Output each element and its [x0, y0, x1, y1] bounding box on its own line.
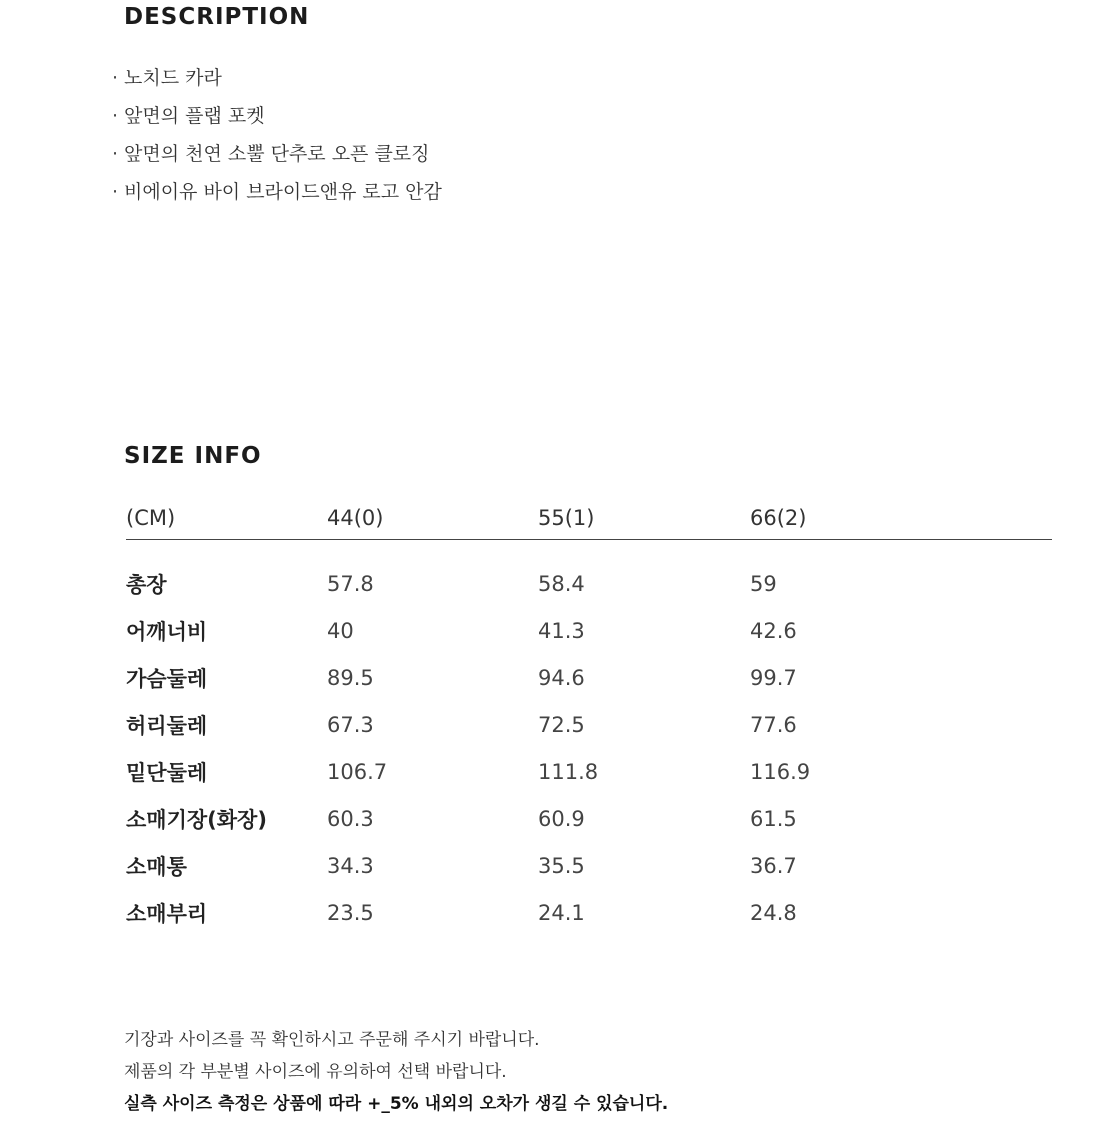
table-cell: 24.1	[538, 900, 585, 925]
table-cell: 59	[750, 571, 777, 596]
bullet-icon: ·	[111, 143, 119, 165]
table-row	[126, 654, 1052, 701]
table-cell: 89.5	[327, 665, 374, 690]
row-label: 어깨너비	[126, 619, 208, 644]
note-text: 기장과 사이즈를 꼭 확인하시고 주문해 주시기 바랍니다.	[124, 1030, 540, 1050]
description-heading: DESCRIPTION	[124, 4, 310, 30]
table-row	[126, 889, 1052, 936]
row-label: 가슴둘레	[126, 666, 208, 691]
size-table-header	[126, 497, 1052, 540]
row-label: 밑단둘레	[126, 760, 208, 785]
table-cell: 72.5	[538, 712, 585, 737]
table-cell: 41.3	[538, 618, 585, 643]
table-cell: 60.9	[538, 806, 585, 831]
row-label: 허리둘레	[126, 713, 208, 738]
description-item-text: 앞면의 천연 소뿔 단추로 오픈 클로징	[124, 143, 430, 165]
table-cell: 34.3	[327, 853, 374, 878]
list-item	[106, 178, 442, 216]
bullet-icon: ·	[111, 105, 119, 127]
column-header-size-55: 55(1)	[538, 497, 750, 540]
description-list	[106, 64, 442, 216]
table-row	[126, 795, 1052, 842]
table-cell: 40	[327, 618, 354, 643]
table-cell: 67.3	[327, 712, 374, 737]
row-label: 총장	[126, 572, 167, 597]
column-header-unit: (CM)	[126, 497, 327, 540]
column-header-size-44: 44(0)	[327, 497, 538, 540]
table-cell: 60.3	[327, 806, 374, 831]
table-row	[126, 607, 1052, 654]
note-text: 제품의 각 부분별 사이즈에 유의하여 선택 바랍니다.	[124, 1062, 507, 1082]
table-cell: 57.8	[327, 571, 374, 596]
table-cell: 23.5	[327, 900, 374, 925]
table-cell: 99.7	[750, 665, 797, 690]
table-cell: 94.6	[538, 665, 585, 690]
row-label: 소매기장(화장)	[126, 807, 267, 832]
size-info-heading: SIZE INFO	[124, 443, 262, 469]
table-header-row	[126, 497, 1052, 540]
table-cell: 106.7	[327, 759, 388, 784]
list-item	[106, 102, 442, 140]
bullet-icon: ·	[111, 181, 119, 203]
description-item-text: 노치드 카라	[124, 67, 222, 89]
size-table	[126, 497, 1052, 936]
table-row	[126, 842, 1052, 889]
description-item-text: 앞면의 플랩 포켓	[124, 105, 265, 127]
table-cell: 36.7	[750, 853, 797, 878]
table-row	[126, 560, 1052, 607]
table-cell: 24.8	[750, 900, 797, 925]
table-row	[126, 701, 1052, 748]
row-label: 소매부리	[126, 901, 208, 926]
table-cell: 77.6	[750, 712, 797, 737]
table-cell: 35.5	[538, 853, 585, 878]
column-header-size-66: 66(2)	[750, 497, 1052, 540]
description-item-text: 비에이유 바이 브라이드앤유 로고 안감	[124, 181, 442, 203]
size-table-body	[126, 560, 1052, 936]
list-item	[106, 64, 442, 102]
table-cell: 111.8	[538, 759, 599, 784]
table-row	[126, 748, 1052, 795]
table-cell: 42.6	[750, 618, 797, 643]
bullet-icon: ·	[111, 67, 119, 89]
size-notes	[124, 1026, 668, 1122]
list-item	[106, 140, 442, 178]
table-cell: 58.4	[538, 571, 585, 596]
table-spacer	[126, 540, 1052, 561]
row-label: 소매통	[126, 854, 187, 879]
table-cell: 116.9	[750, 759, 811, 784]
note-warning-text: 실측 사이즈 측정은 상품에 따라 +_5% 내외의 오차가 생길 수 있습니다.	[124, 1094, 669, 1114]
table-cell: 61.5	[750, 806, 797, 831]
